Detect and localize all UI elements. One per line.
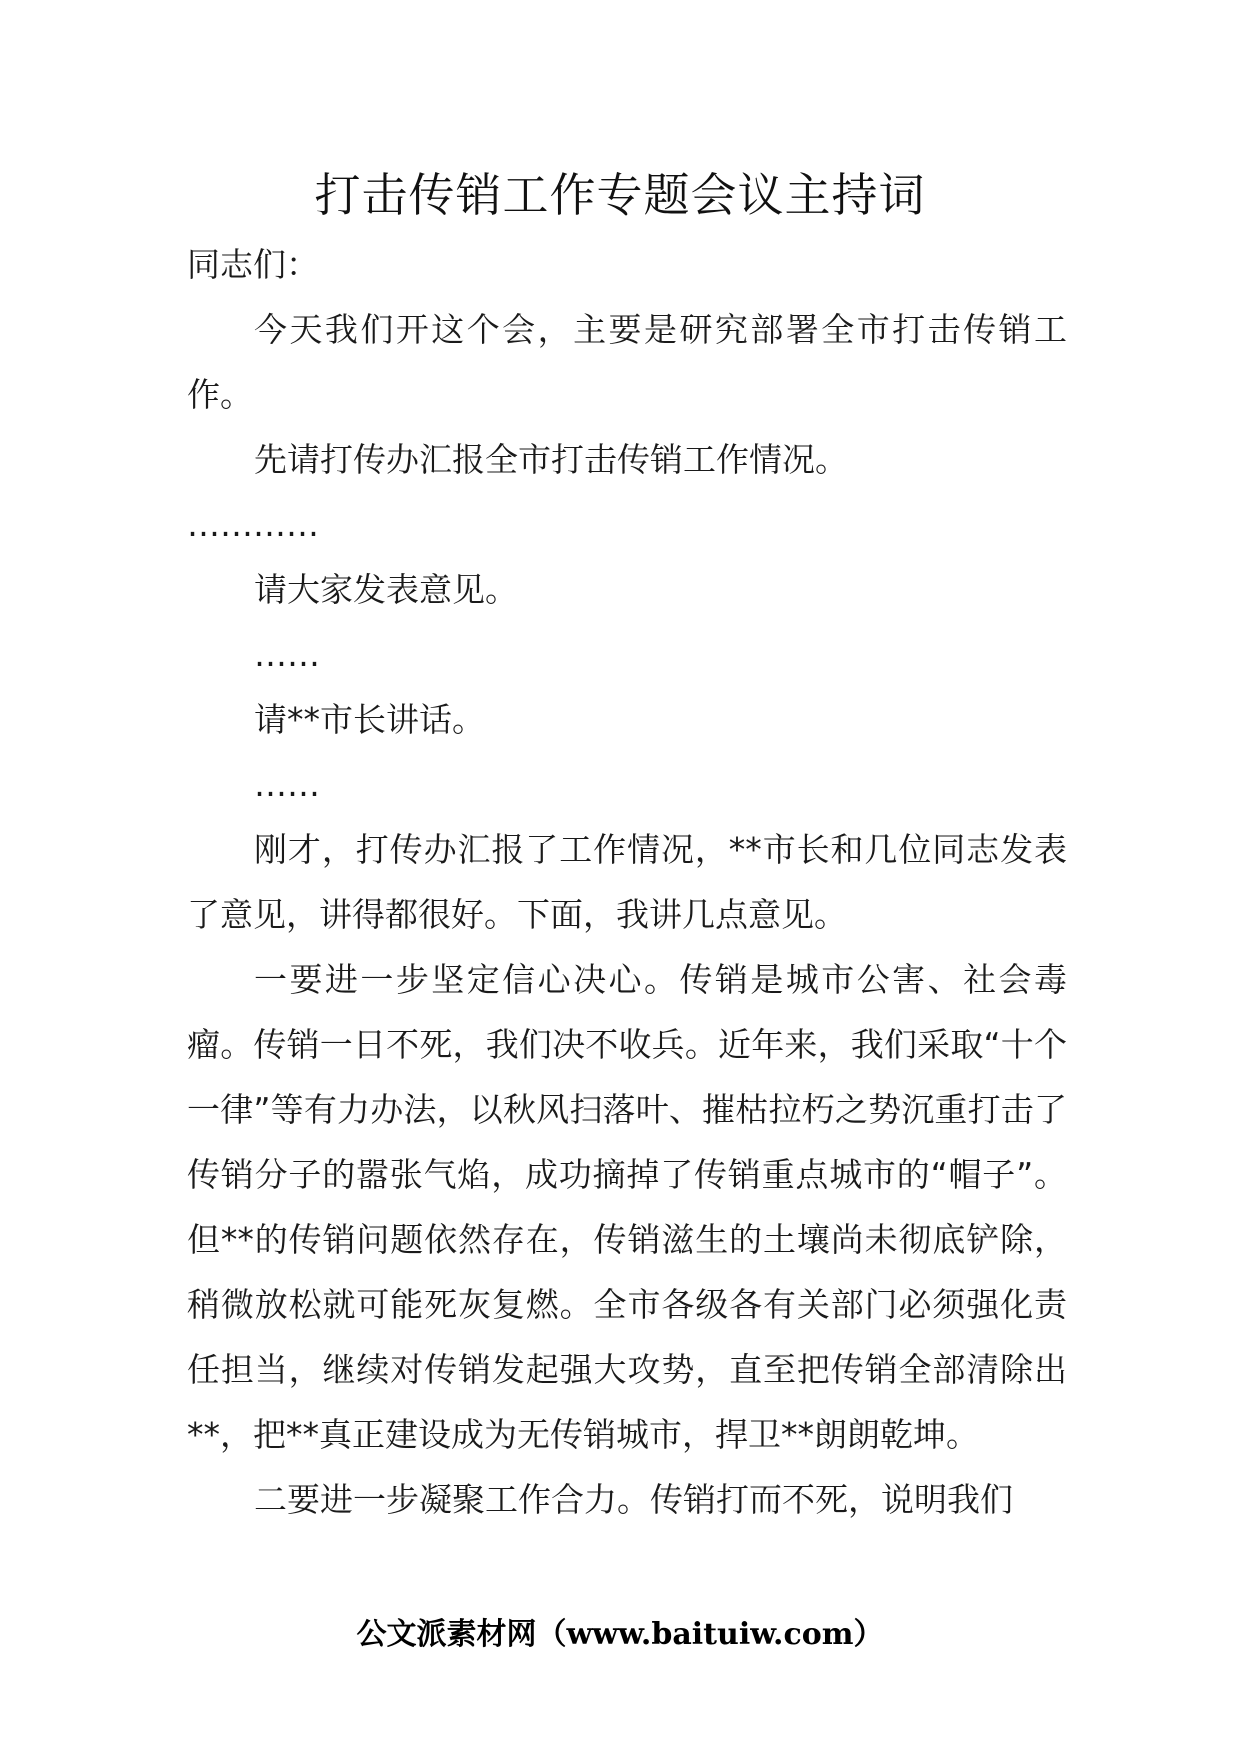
- paragraph: ……: [254, 765, 320, 804]
- paragraph: …………: [187, 505, 319, 544]
- footer-watermark: 公文派素材网（www.baituiw.com）: [356, 1617, 884, 1652]
- paragraph: 刚才，打传办汇报了工作情况，**市长和几位同志发表了意见，讲得都很好。下面，我讲几点意见。: [187, 830, 1067, 934]
- document-title: 打击传销工作专题会议主持词: [314, 168, 926, 222]
- paragraph: 二要进一步凝聚工作合力。传销打而不死，说明我们: [254, 1480, 1013, 1519]
- paragraph: 一要进一步坚定信心决心。传销是城市公害、社会毒瘤。传销一日不死，我们决不收兵。近年来，我们采取“十个一律”等有力办法，以秋风扫落叶、摧枯拉朽之势沉重打击了传销分子的嚣张气焰，成功摘掉了传销重点城市的“帽子”。但**的传销问题依然存在，传销滋生的土壤尚未彻底铲除，稍微放松就可能死灰复燃。全市各级各有关部门必须强化责任担当，继续对传销发起强大攻势，直至把传销全部清除出**，把**真正建设成为无传销城市，捍卫**朗朗乾坤。: [187, 960, 1067, 1454]
- paragraph: 请大家发表意见。: [254, 570, 518, 609]
- paragraph: 今天我们开这个会，主要是研究部署全市打击传销工作。: [187, 310, 1067, 414]
- paragraph: 请**市长讲话。: [254, 700, 485, 739]
- document-body: [187, 232, 1067, 1532]
- paragraph: ……: [254, 635, 320, 674]
- paragraph: 同志们：: [187, 245, 319, 284]
- paragraph: 先请打传办汇报全市打击传销工作情况。: [254, 440, 848, 479]
